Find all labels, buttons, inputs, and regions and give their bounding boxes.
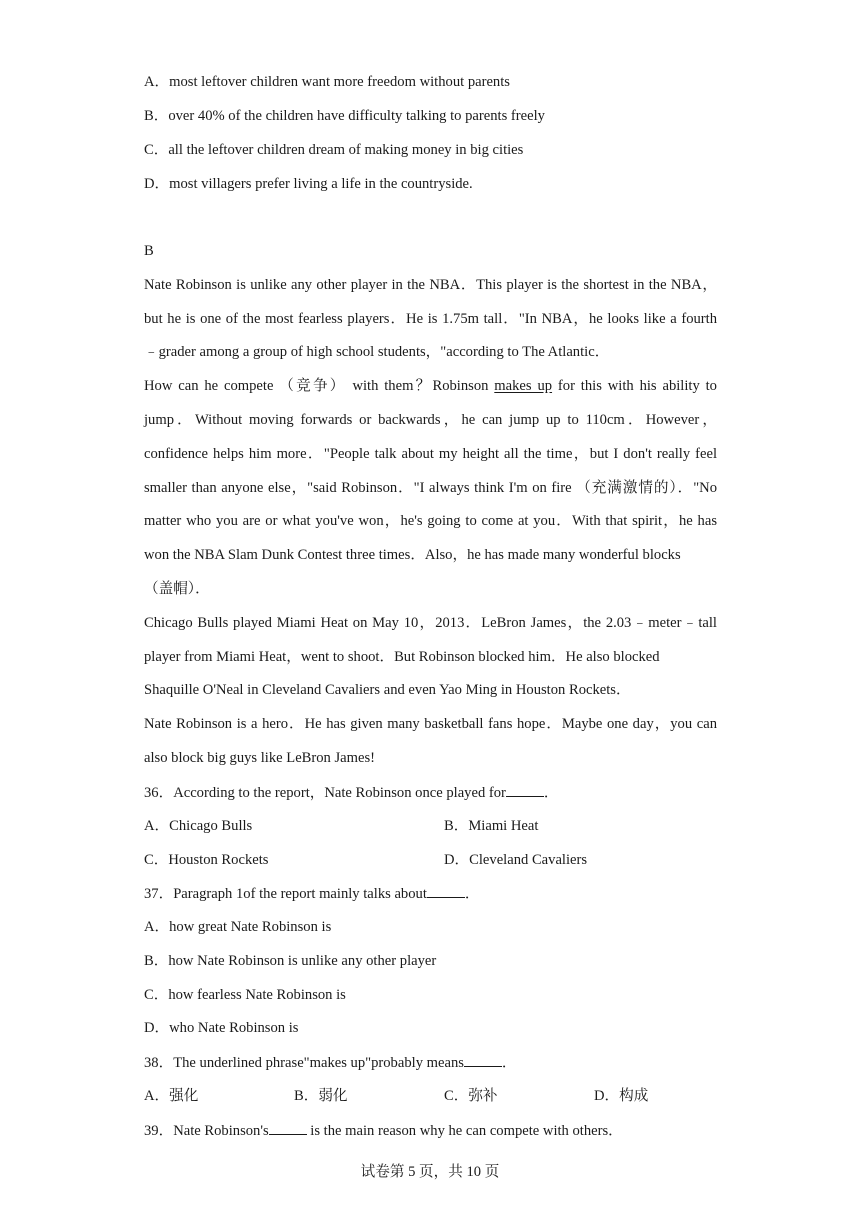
passage-text: for this with his ability to <box>552 378 717 394</box>
stem-text: 36．According to the report，Nate Robinson once played for <box>144 785 506 801</box>
passage-line: Nate Robinson is unlike any other player in the NBA．This player is the shortest in the NBA， <box>144 277 717 293</box>
question-37-option-a: A．how great Nate Robinson is <box>144 919 332 935</box>
passage-line: smaller than anyone else，"said Robinson．"I always think I'm on fire （充满激情的）．"No <box>144 480 717 496</box>
passage-line: jump．Without moving forwards or backwards，he can jump up to 110cm．However， <box>144 412 717 428</box>
passage-line: Chicago Bulls played Miami Heat on May 10，2013．LeBron James，the 2.03﹣meter﹣tall <box>144 615 717 631</box>
option-b-prev: B．over 40% of the children have difficulty talking to parents freely <box>144 108 545 124</box>
question-38-stem <box>144 1052 517 1073</box>
answer-blank <box>506 782 544 797</box>
passage-line: won the NBA Slam Dunk Contest three times．Also，he has made many wonderful blocks <box>144 547 681 563</box>
passage-line: Nate Robinson is a hero．He has given many basketball fans hope．Maybe one day，you can <box>144 716 717 732</box>
passage-line: （盖帽）． <box>144 581 210 597</box>
passage-line: confidence helps him more．"People talk about my height all the time，but I don't really feel <box>144 446 717 462</box>
answer-blank <box>269 1120 307 1135</box>
question-37-option-b: B．how Nate Robinson is unlike any other player <box>144 953 437 969</box>
stem-text: 39．Nate Robinson's <box>144 1123 269 1139</box>
page-footer: 试卷第 5 页，共 10 页 <box>360 1164 500 1180</box>
stem-text: ． <box>501 1055 517 1071</box>
underlined-phrase: makes up <box>494 378 553 394</box>
question-38-option-d: D．构成 <box>594 1088 649 1104</box>
question-36-option-c: C．Houston Rockets <box>144 852 269 868</box>
question-38-option-b: B．弱化 <box>294 1088 348 1104</box>
passage-line: player from Miami Heat，went to shoot．But Robinson blocked him．He also blocked <box>144 649 660 665</box>
question-36-option-a: A．Chicago Bulls <box>144 818 253 834</box>
passage-line: Shaquille O'Neal in Cleveland Cavaliers and even Yao Ming in Houston Rockets． <box>144 682 631 698</box>
question-36-option-d: D．Cleveland Cavaliers <box>444 852 588 868</box>
stem-text: 38．The underlined phrase"makes up"probably means <box>144 1055 464 1071</box>
question-36-option-b: B．Miami Heat <box>444 818 539 834</box>
answer-blank <box>427 883 465 898</box>
passage-line: but he is one of the most fearless players．He is 1.75m tall．"In NBA，he looks like a fourth <box>144 311 717 327</box>
passage-line: also block big guys like LeBron James! <box>144 750 376 766</box>
question-36-stem <box>144 782 559 803</box>
option-d-prev: D．most villagers prefer living a life in the countryside. <box>144 176 473 192</box>
question-38-option-a: A．强化 <box>144 1088 199 1104</box>
option-c-prev: C．all the leftover children dream of making money in big cities <box>144 142 524 158</box>
stem-text: is the main reason why he can compete with others． <box>306 1123 623 1139</box>
section-letter: B <box>144 243 154 259</box>
passage-line: ﹣grader among a group of high school students，"according to The Atlantic． <box>144 344 610 360</box>
passage-text: How can he compete （竞争） with them？Robinson <box>144 378 495 394</box>
question-37-option-d: D．who Nate Robinson is <box>144 1020 299 1036</box>
question-38-option-c: C．弥补 <box>444 1088 498 1104</box>
stem-text: ． <box>543 785 559 801</box>
answer-blank <box>464 1052 502 1067</box>
stem-text: ． <box>464 886 480 902</box>
passage-line <box>144 376 717 396</box>
stem-text: 37．Paragraph 1of the report mainly talks about <box>144 886 427 902</box>
question-37-stem <box>144 883 480 904</box>
question-39-stem <box>144 1120 623 1141</box>
question-37-option-c: C．how fearless Nate Robinson is <box>144 987 346 1003</box>
option-a-prev: A．most leftover children want more freedom without parents <box>144 74 510 90</box>
passage-line: matter who you are or what you've won，he's going to come at you．With that spirit，he has <box>144 513 717 529</box>
